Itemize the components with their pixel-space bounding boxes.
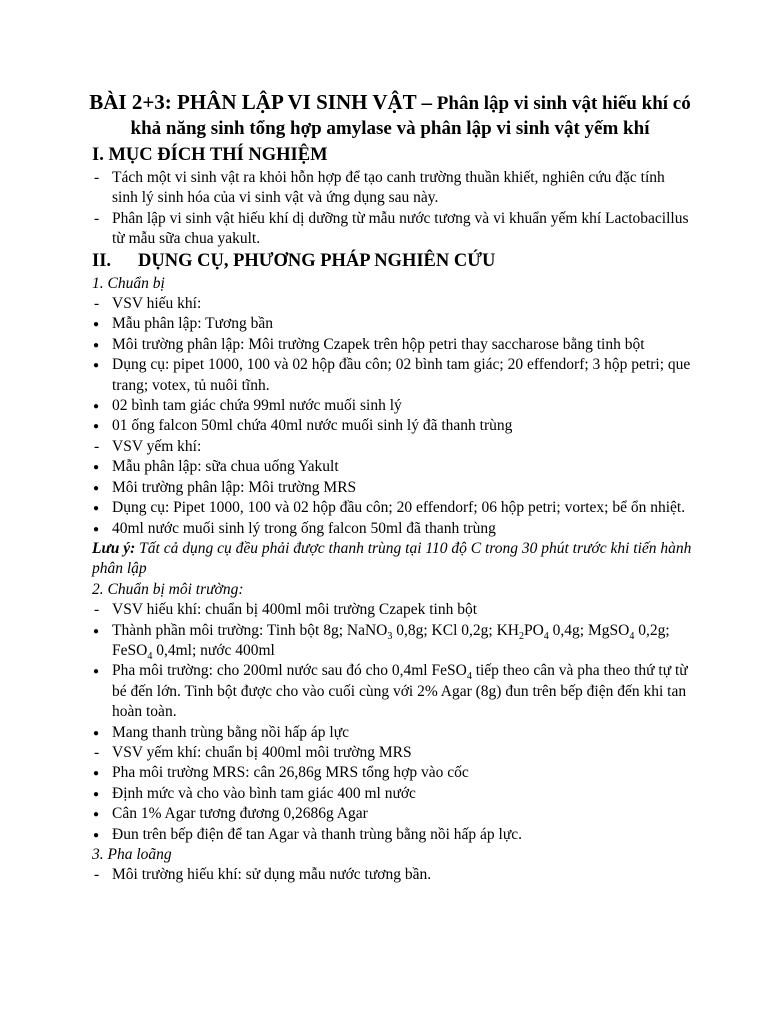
list-item: 02 bình tam giác chứa 99ml nước muối sinh lý [112, 397, 402, 415]
subsection-3-heading: 3. Pha loãng [92, 846, 172, 863]
list-item: Mẫu phân lập: sữa chua uống Yakult [112, 458, 339, 476]
list-item: Mẫu phân lập: Tương bần [112, 315, 273, 333]
list-item: Dụng cụ: pipet 1000, 100 và 02 hộp đầu côn; 02 bình tam giác; 20 effendorf; 3 hộp petri; que trang; votex, tủ nuôi tĩnh. [112, 356, 691, 394]
list-item: Môi trường phân lập: Môi trường Czapek trên hộp petri thay saccharose bằng tinh bột [112, 335, 645, 353]
title-main: BÀI 2+3: PHÂN LẬP VI SINH VẬT – [89, 90, 433, 114]
document-title [80, 90, 700, 141]
list-item: Pha môi trường MRS: cân 26,86g MRS tổng hợp vào cốc [112, 764, 469, 782]
list-item: Pha môi trường: cho 200ml nước sau đó cho 0,4ml FeSO$_4$ tiếp theo cân và pha theo thứ tự từ bé đến lớn. Tinh bột được cho vào cuối cùng với 2% Agar (8g) đun trên bếp điện đến khi tan hoàn toàn. [112, 662, 688, 721]
list-item: Môi trường hiếu khí: sử dụng mẫu nước tương bần. [112, 866, 432, 884]
list-item: Định mức và cho vào bình tam giác 400 ml nước [112, 784, 416, 802]
list-item: Cân 1% Agar tương đương 0,2686g Agar [112, 805, 368, 823]
section-2-heading [92, 250, 692, 273]
list-item: 01 ống falcon 50ml chứa 40ml nước muối sinh lý đã thanh trùng [112, 417, 513, 435]
title-rest: Phân lập vi sinh vật hiếu khí có khả năng sinh tổng hợp amylase và phân lập vi sinh vật yếm khí [130, 93, 691, 139]
list-item: VSV hiếu khí: [112, 295, 202, 313]
note-text: Tất cả dụng cụ đều phải được thanh trùng tại 110 độ C trong 30 phút trước khi tiến hành phân lập [92, 539, 692, 578]
list-item: VSV hiếu khí: chuẩn bị 400ml môi trường Czapek tinh bột [112, 601, 478, 619]
note-label: Lưu ý: [92, 539, 136, 557]
note [92, 539, 692, 580]
list-item: Dụng cụ: Pipet 1000, 100 và 02 hộp đầu côn; 20 effendorf; 06 hộp petri; vortex; bể ổn nhiệt. [112, 499, 686, 517]
section-1-heading: I. MỤC ĐÍCH THÍ NGHIỆM [92, 145, 328, 165]
list-item: Phân lập vi sinh vật hiếu khí dị dưỡng từ mẫu nước tương và vi khuẩn yếm khí Lactobacillus từ mẫu sữa chua yakult. [112, 209, 689, 248]
list-item: VSV yếm khí: chuẩn bị 400ml môi trường MRS [112, 743, 412, 761]
list-item: Môi trường phân lập: Môi trường MRS [112, 478, 357, 496]
subsection-2-heading: 2. Chuẩn bị môi trường: [92, 580, 244, 598]
list-item: 40ml nước muối sinh lý trong ống falcon 50ml đã thanh trùng [112, 519, 496, 537]
section-2-number: II. [92, 250, 112, 271]
list-item: VSV yếm khí: [112, 437, 202, 455]
list-item: Tách một vi sinh vật ra khỏi hỗn hợp để tạo canh trường thuần khiết, nghiên cứu đặc tính sinh lý sinh hóa của vi sinh vật và ứng dụng sau này. [112, 169, 665, 207]
section-2-title: DỤNG CỤ, PHƯƠNG PHÁP NGHIÊN CỨU [138, 250, 496, 271]
list-item: Mang thanh trùng bằng nồi hấp áp lực [112, 723, 349, 741]
document-body [92, 144, 692, 886]
list-item: Thành phần môi trường: Tinh bột 8g; NaNO$_3$ 0,8g; KCl 0,2g; $KH_2PO_4$ 0,4g; MgSO$_4$ 0,2g; FeSO$_4$ 0,4ml; nước 400ml [112, 621, 670, 663]
list-item: Đun trên bếp điện để tan Agar và thanh trùng bằng nồi hấp áp lực. [112, 825, 522, 843]
subsection-1-heading: 1. Chuẩn bị [92, 274, 165, 292]
